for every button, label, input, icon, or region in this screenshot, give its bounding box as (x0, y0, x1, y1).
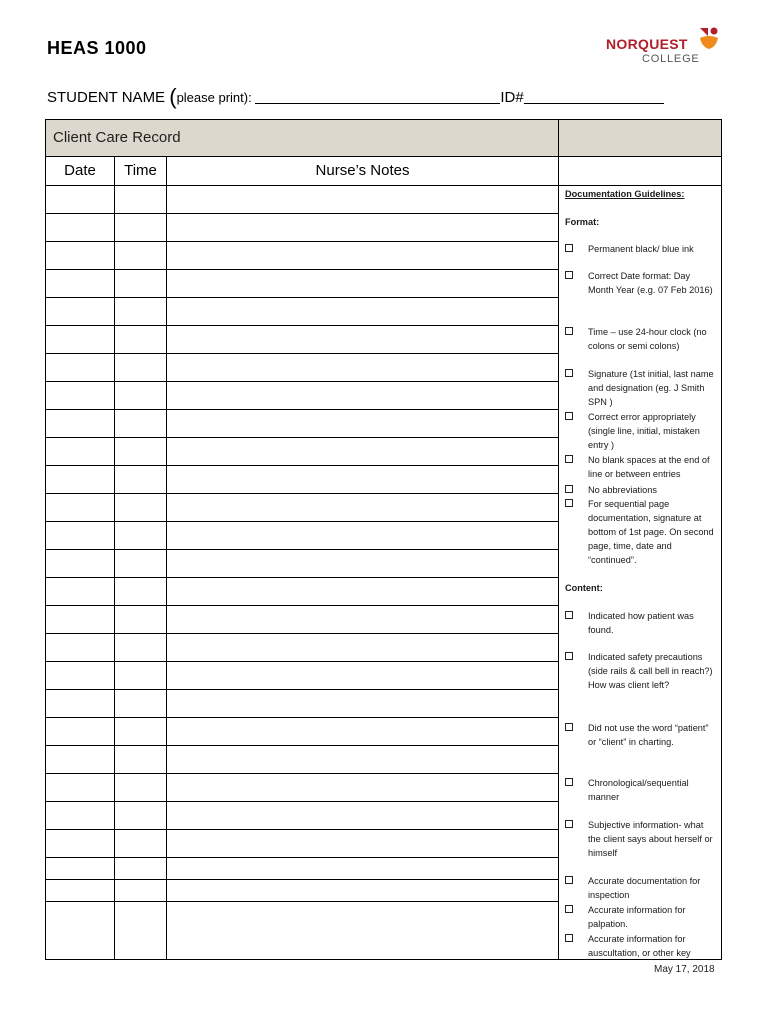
column-header-rule (45, 185, 722, 186)
print-note: please print): (176, 90, 256, 105)
logo-subword: COLLEGE (642, 53, 700, 65)
column-time: Time (124, 162, 157, 179)
time-column-divider (166, 157, 167, 960)
checkbox-icon (565, 485, 573, 493)
row-rule (45, 801, 558, 802)
checkbox-icon (565, 820, 573, 828)
student-name-line (47, 84, 717, 110)
row-rule (45, 745, 558, 746)
checkbox-icon (565, 327, 573, 335)
row-rule (45, 353, 558, 354)
logo-mark-icon (698, 26, 720, 50)
college-logo (606, 26, 722, 72)
row-rule (45, 521, 558, 522)
column-date: Date (64, 162, 96, 179)
checkbox-icon (565, 723, 573, 731)
row-rule (45, 633, 558, 634)
row-rule (45, 437, 558, 438)
checkbox-icon (565, 499, 573, 507)
checkbox-icon (565, 611, 573, 619)
row-rule (45, 325, 558, 326)
checkbox-icon (565, 369, 573, 377)
record-title: Client Care Record (53, 129, 181, 146)
row-rule (45, 381, 558, 382)
row-rule (45, 213, 558, 214)
checkbox-icon (565, 244, 573, 252)
row-rule (45, 605, 558, 606)
student-id-field[interactable] (524, 89, 664, 104)
checkbox-icon (565, 652, 573, 660)
checkbox-icon (565, 412, 573, 420)
column-nurses-notes: Nurse’s Notes (315, 162, 410, 179)
row-rule (45, 661, 558, 662)
row-rule (45, 241, 558, 242)
row-rule (45, 549, 558, 550)
row-rule (45, 409, 558, 410)
format-heading: Format: (565, 217, 600, 227)
row-rule (45, 773, 558, 774)
content-heading: Content: (565, 583, 603, 593)
guidelines-title: Documentation Guidelines: (565, 189, 685, 199)
row-rule (45, 465, 558, 466)
row-rule (45, 689, 558, 690)
footer-date: May 17, 2018 (654, 964, 715, 975)
id-label: ID# (500, 89, 524, 106)
checkbox-icon (565, 455, 573, 463)
checkbox-icon (565, 905, 573, 913)
course-title: HEAS 1000 (47, 38, 147, 58)
student-name-field[interactable] (255, 89, 500, 104)
row-rule (45, 717, 558, 718)
student-name-label: STUDENT NAME (47, 89, 170, 106)
checkbox-icon (565, 934, 573, 942)
date-column-divider (114, 157, 115, 960)
checkbox-icon (565, 271, 573, 279)
student-name-paren: ( (169, 84, 177, 109)
checkbox-icon (565, 876, 573, 884)
logo-wordmark: NORQUEST (606, 36, 688, 52)
row-rule (45, 857, 558, 858)
row-rule (45, 297, 558, 298)
row-rule (45, 879, 558, 880)
row-rule (45, 577, 558, 578)
guidelines-divider (558, 119, 559, 960)
checkbox-icon (565, 778, 573, 786)
row-rule (45, 493, 558, 494)
row-rule (45, 829, 558, 830)
row-rule (45, 269, 558, 270)
row-rule (45, 901, 558, 902)
